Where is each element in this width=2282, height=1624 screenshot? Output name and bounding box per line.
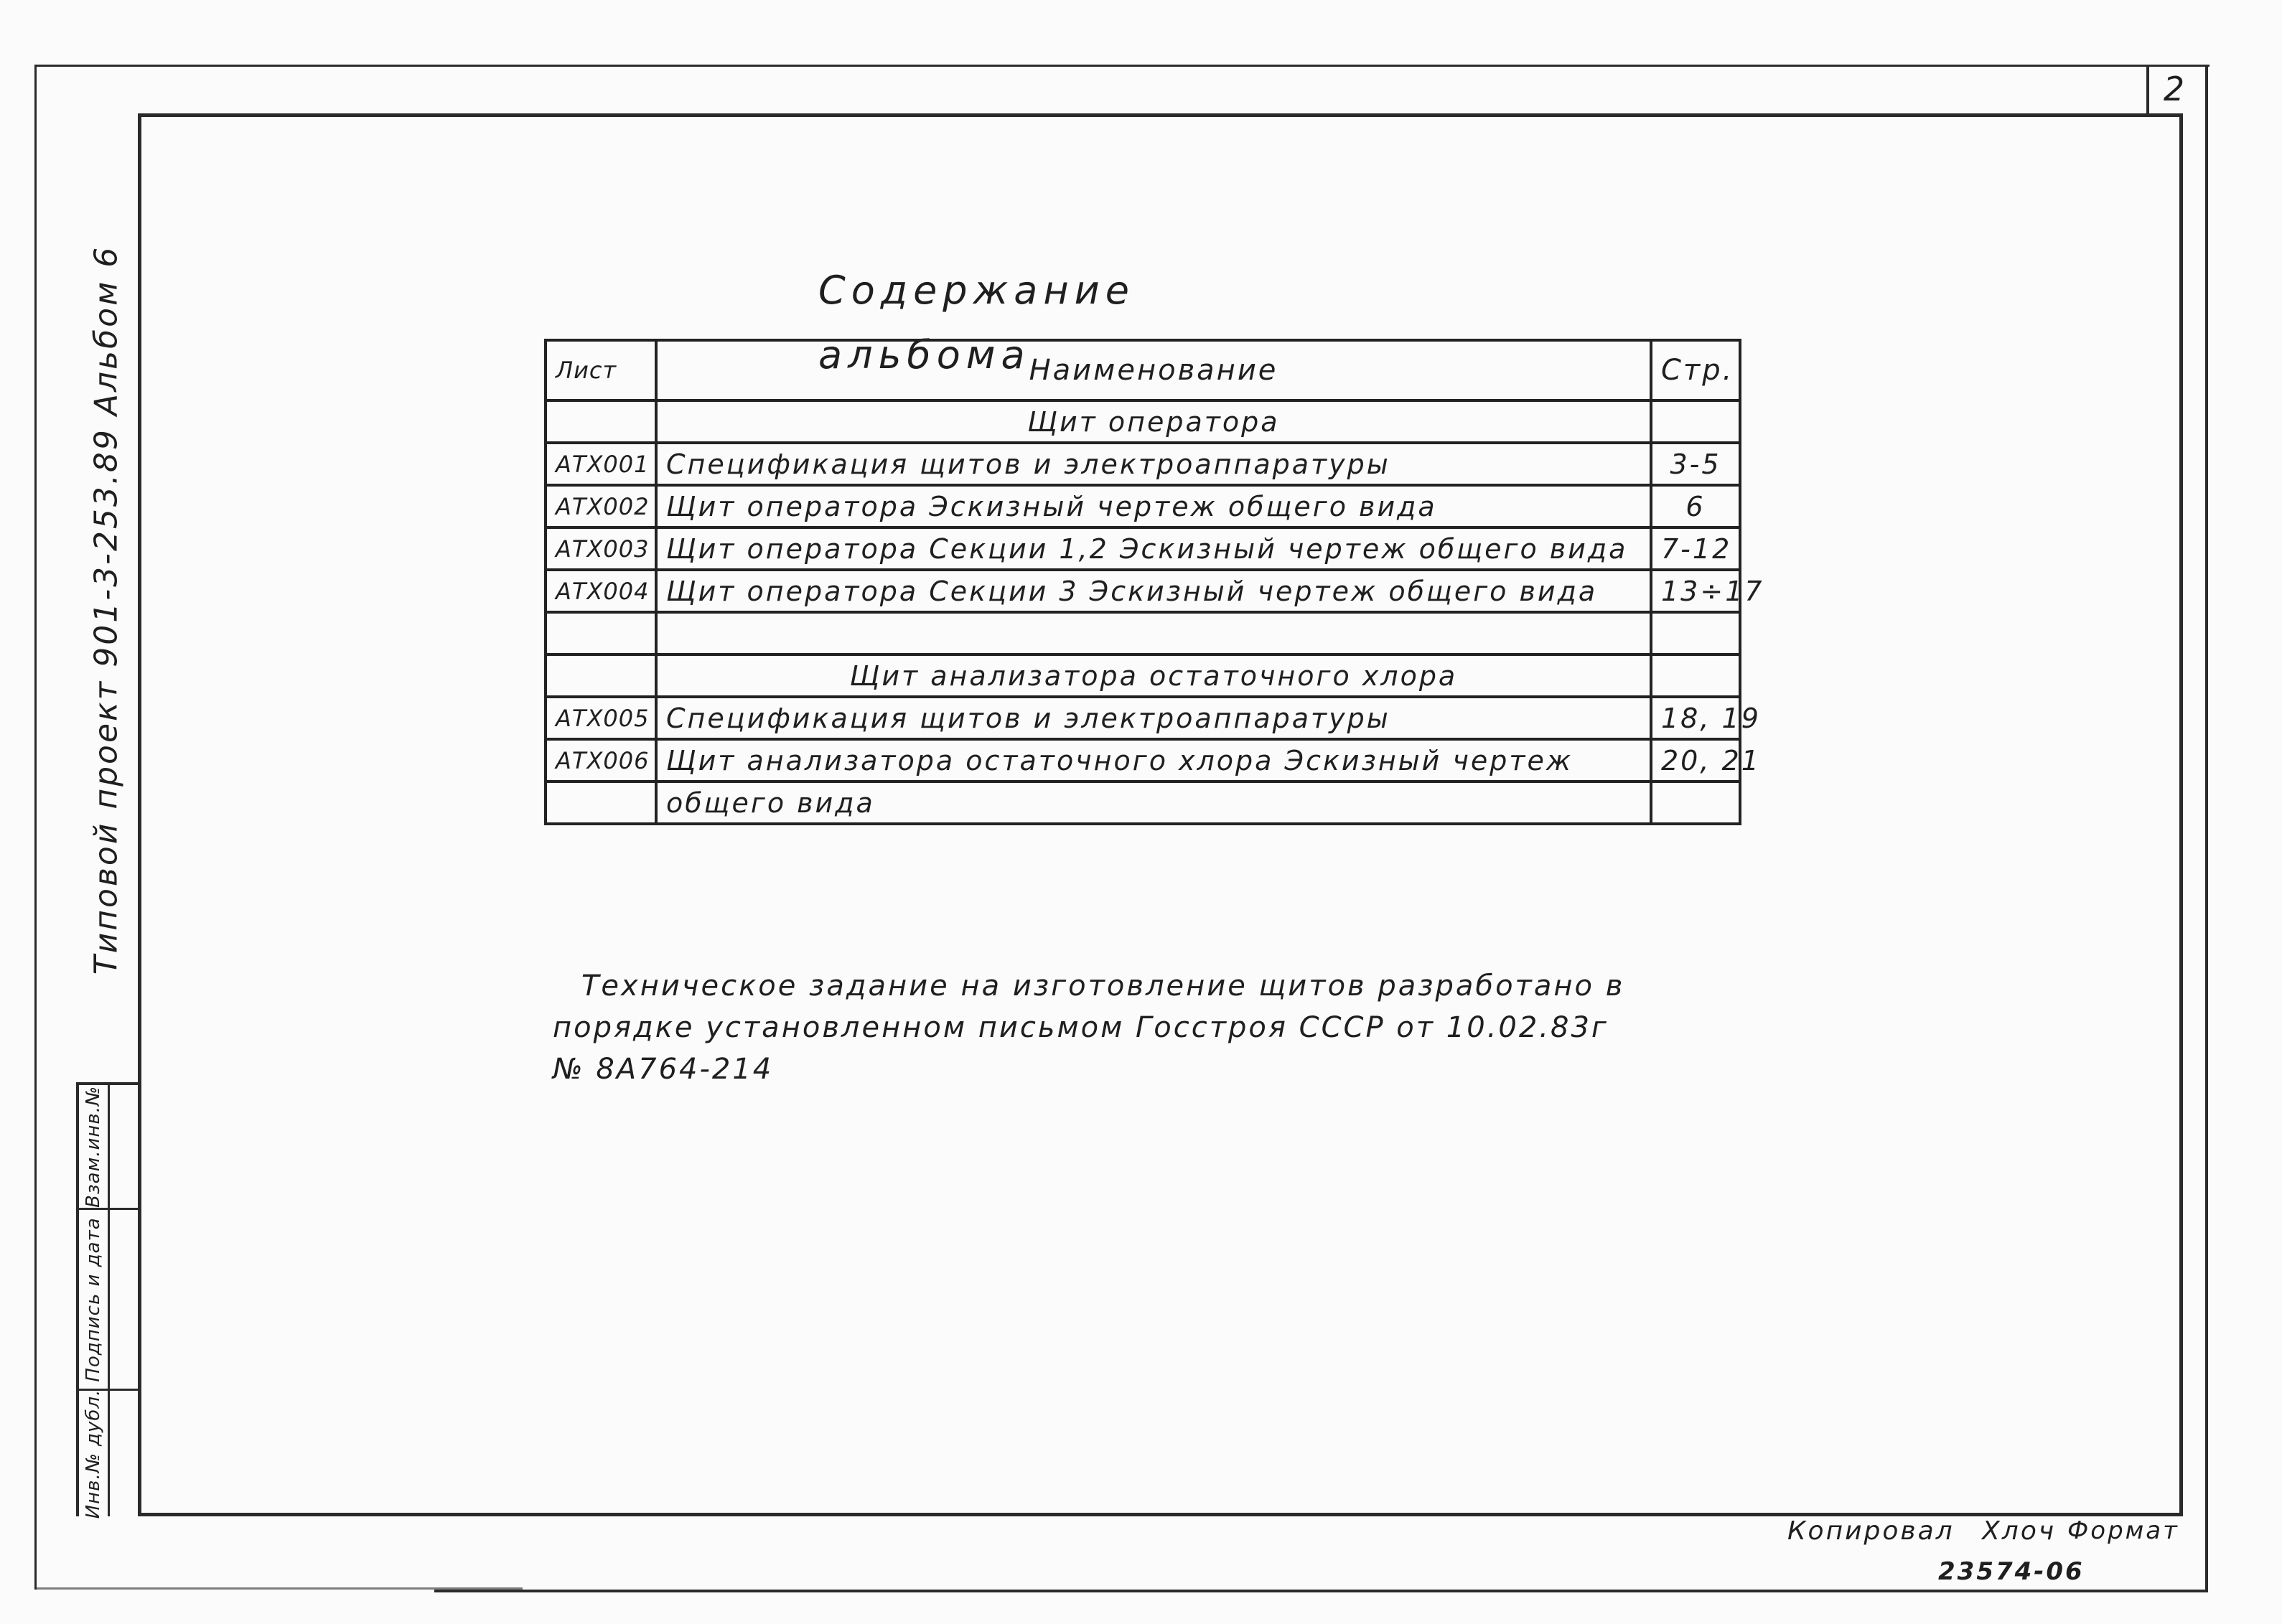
sheet-cell: АТХ003 bbox=[546, 527, 656, 570]
sheet-cell bbox=[546, 612, 656, 654]
name-cell bbox=[656, 612, 1651, 654]
sheet-cell: АТХ005 bbox=[546, 697, 656, 739]
sheet-cell bbox=[546, 400, 656, 443]
document-code: 23574-06 bbox=[1938, 1557, 2085, 1586]
name-cell: Спецификация щитов и электроаппаратуры bbox=[656, 443, 1651, 485]
sheet-edge-bottom bbox=[434, 1590, 2208, 1592]
copied-label: Копировал bbox=[1787, 1516, 1955, 1546]
outer-frame-left bbox=[34, 65, 37, 1590]
page-cell: 18, 19 bbox=[1651, 697, 1740, 739]
copied-signature: Хлоч bbox=[1982, 1516, 2057, 1546]
table-row bbox=[546, 400, 1740, 443]
album-contents-title: Содержание альбома bbox=[818, 268, 1135, 377]
name-cell: Спецификация щитов и электроаппаратуры bbox=[656, 697, 1651, 739]
name-cell: Щит анализатора остаточного хлора Эскизный чертеж bbox=[656, 739, 1651, 782]
page-cell: 13÷17 bbox=[1651, 570, 1740, 612]
table-row bbox=[546, 739, 1740, 782]
table-header-row bbox=[546, 340, 1740, 400]
page-cell: 7-12 bbox=[1651, 527, 1740, 570]
page-cell: 3-5 bbox=[1651, 443, 1740, 485]
stamp-label-signature: Подпись и дата bbox=[83, 1216, 104, 1382]
sheet-cell: АТХ006 bbox=[546, 739, 656, 782]
table-row bbox=[546, 654, 1740, 697]
copied-by bbox=[1787, 1516, 2056, 1546]
table-row bbox=[546, 697, 1740, 739]
name-cell: Щит оператора Секции 1,2 Эскизный чертеж общего вида bbox=[656, 527, 1651, 570]
section-heading-chlorine-analyzer: Щит анализатора остаточного хлора bbox=[656, 654, 1651, 697]
table-row bbox=[546, 443, 1740, 485]
page-cell: 20, 21 bbox=[1651, 739, 1740, 782]
stamp-cell-signature bbox=[78, 1210, 109, 1389]
table-row bbox=[546, 570, 1740, 612]
section-heading-operator-panel: Щит оператора bbox=[656, 400, 1651, 443]
technical-note-line-3: № 8А764-214 bbox=[553, 1053, 774, 1086]
sheet-cell bbox=[546, 654, 656, 697]
column-header-page: Стр. bbox=[1651, 340, 1740, 400]
sheet-cell: АТХ002 bbox=[546, 485, 656, 527]
stamp-label-duplicate: Инв.№ дубл. bbox=[83, 1389, 104, 1519]
column-header-sheet: Лист bbox=[546, 340, 656, 400]
sheet-cell bbox=[546, 782, 656, 824]
contents-table bbox=[544, 339, 1764, 825]
name-cell: Щит оператора Эскизный чертеж общего вида bbox=[656, 485, 1651, 527]
stamp-cell-duplicate bbox=[78, 1389, 109, 1519]
table-row bbox=[546, 612, 1740, 654]
side-title-text: Типовой проект 901-3-253.89 Альбом 6 bbox=[88, 245, 125, 975]
name-cell: общего вида bbox=[656, 782, 1651, 824]
sheet-edge-right bbox=[2205, 65, 2208, 1592]
table-row bbox=[546, 485, 1740, 527]
stamp-label-replacement: Взам.инв.№ bbox=[83, 1085, 104, 1208]
technical-note-line-1: Техническое задание на изготовление щитов разработано в bbox=[581, 970, 1625, 1003]
column-header-name: Наименование bbox=[656, 340, 1651, 400]
page-cell bbox=[1651, 612, 1740, 654]
name-cell: Щит оператора Секции 3 Эскизный чертеж общего вида bbox=[656, 570, 1651, 612]
sheet-cell: АТХ001 bbox=[546, 443, 656, 485]
page-cell bbox=[1651, 654, 1740, 697]
page-cell: 6 bbox=[1651, 485, 1740, 527]
technical-note bbox=[553, 965, 1629, 1090]
inner-frame-left bbox=[138, 113, 141, 1516]
page-cell bbox=[1651, 400, 1740, 443]
sheet-cell: АТХ004 bbox=[546, 570, 656, 612]
table-row bbox=[546, 527, 1740, 570]
table-row bbox=[546, 782, 1740, 824]
inner-frame-right bbox=[2179, 113, 2183, 1516]
stamp-cell-replacement bbox=[78, 1085, 109, 1208]
format-label: Формат bbox=[2067, 1516, 2179, 1545]
inner-frame-top bbox=[138, 113, 2181, 117]
page-number: 2 bbox=[2163, 70, 2187, 108]
outer-frame-top bbox=[34, 65, 2209, 67]
page-cell bbox=[1651, 782, 1740, 824]
technical-note-line-2: порядке установленном письмом Госстроя СССР от 10.02.83г bbox=[553, 1011, 1609, 1044]
